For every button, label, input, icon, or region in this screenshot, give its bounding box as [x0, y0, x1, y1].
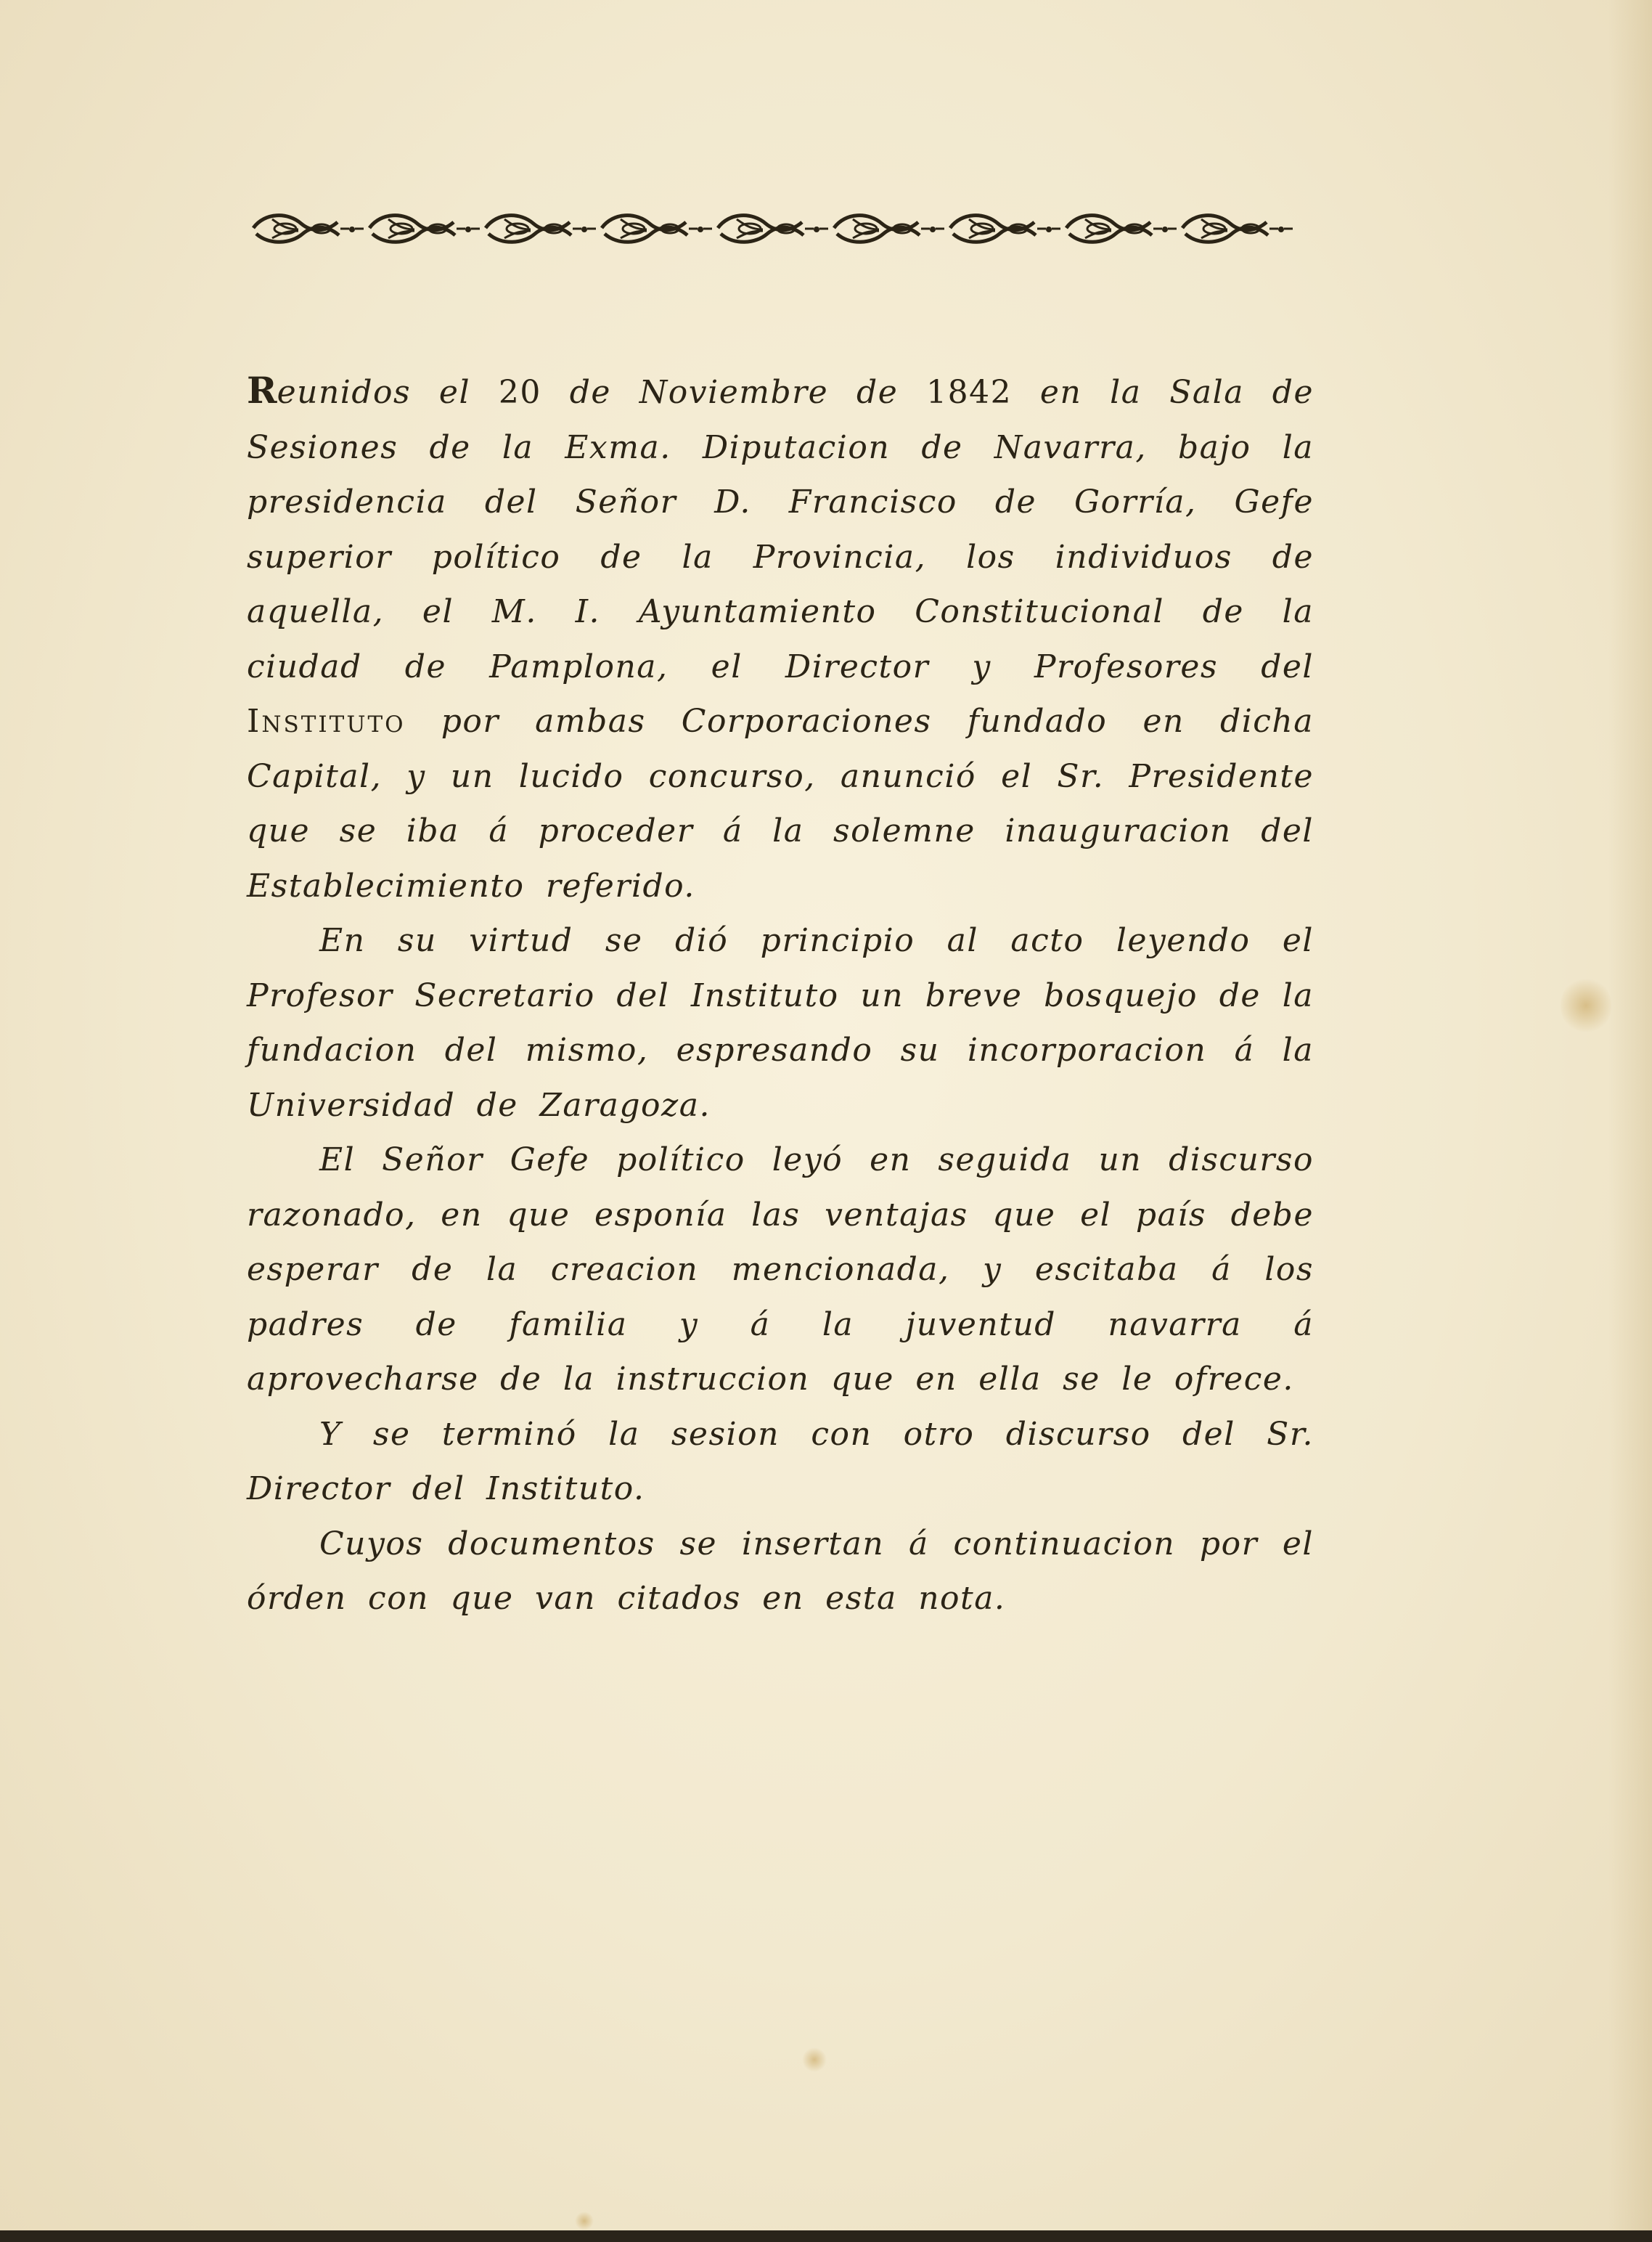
paragraph-speech: El Señor Gefe político leyó en seguida un discurso razonado, en que esponía las ventajas que el país debe esperar de la creacion mencionada, y escitaba á los padres de familia y á la juventud navarra á aprovecharse de la instruccion que en ella se le ofrece. [247, 1141, 1314, 1398]
instituto-smallcaps: Instituto [247, 703, 406, 740]
paragraph-note: Cuyos documentos se insertan á continuacion por el órden con que van citados en esta nota. [247, 1525, 1314, 1617]
paragraph-opening [247, 363, 1314, 913]
paper-stain [575, 2212, 594, 2230]
paragraph-text: eunidos el [277, 374, 499, 411]
paragraph-text: de Noviembre de [541, 374, 927, 411]
paragraph-reading: En su virtud se dió principio al acto leyendo el Profesor Secretario del Instituto un breve bosquejo de la fundacion del mismo, espresando su incorporacion á la Universidad de Zaragoza. [247, 922, 1314, 1124]
document-body [247, 363, 1314, 1626]
paragraph-closing: Y se terminó la sesion con otro discurso del Sr. Director del Instituto. [247, 1415, 1314, 1507]
paper-stain [802, 2047, 827, 2072]
decorative-border-ornament [250, 202, 1303, 253]
page-edge-shadow [1608, 0, 1652, 2242]
page-bottom-edge [0, 2230, 1652, 2242]
year-number: 1842 [926, 374, 1013, 411]
day-number: 20 [498, 374, 541, 411]
paper-stain [1561, 977, 1611, 1035]
dropcap-letter: R [247, 369, 277, 412]
paragraph-text: en la Sala de Sesiones de la Exma. Diputacion de Navarra, bajo la presidencia del Señor D. Francisco de Gorría, Gefe superior político de la Provincia, los individuos de aquella, el M. I. Ayuntamiento Constitucional de la ciudad de Pamplona, el Director y Profesores del [247, 374, 1314, 685]
paragraph-text: por ambas Corporaciones fundado en dicha Capital, y un lucido concurso, anunció el Sr. Presidente que se iba á proceder á la solemne inauguracion del Establecimiento referido. [247, 703, 1314, 905]
